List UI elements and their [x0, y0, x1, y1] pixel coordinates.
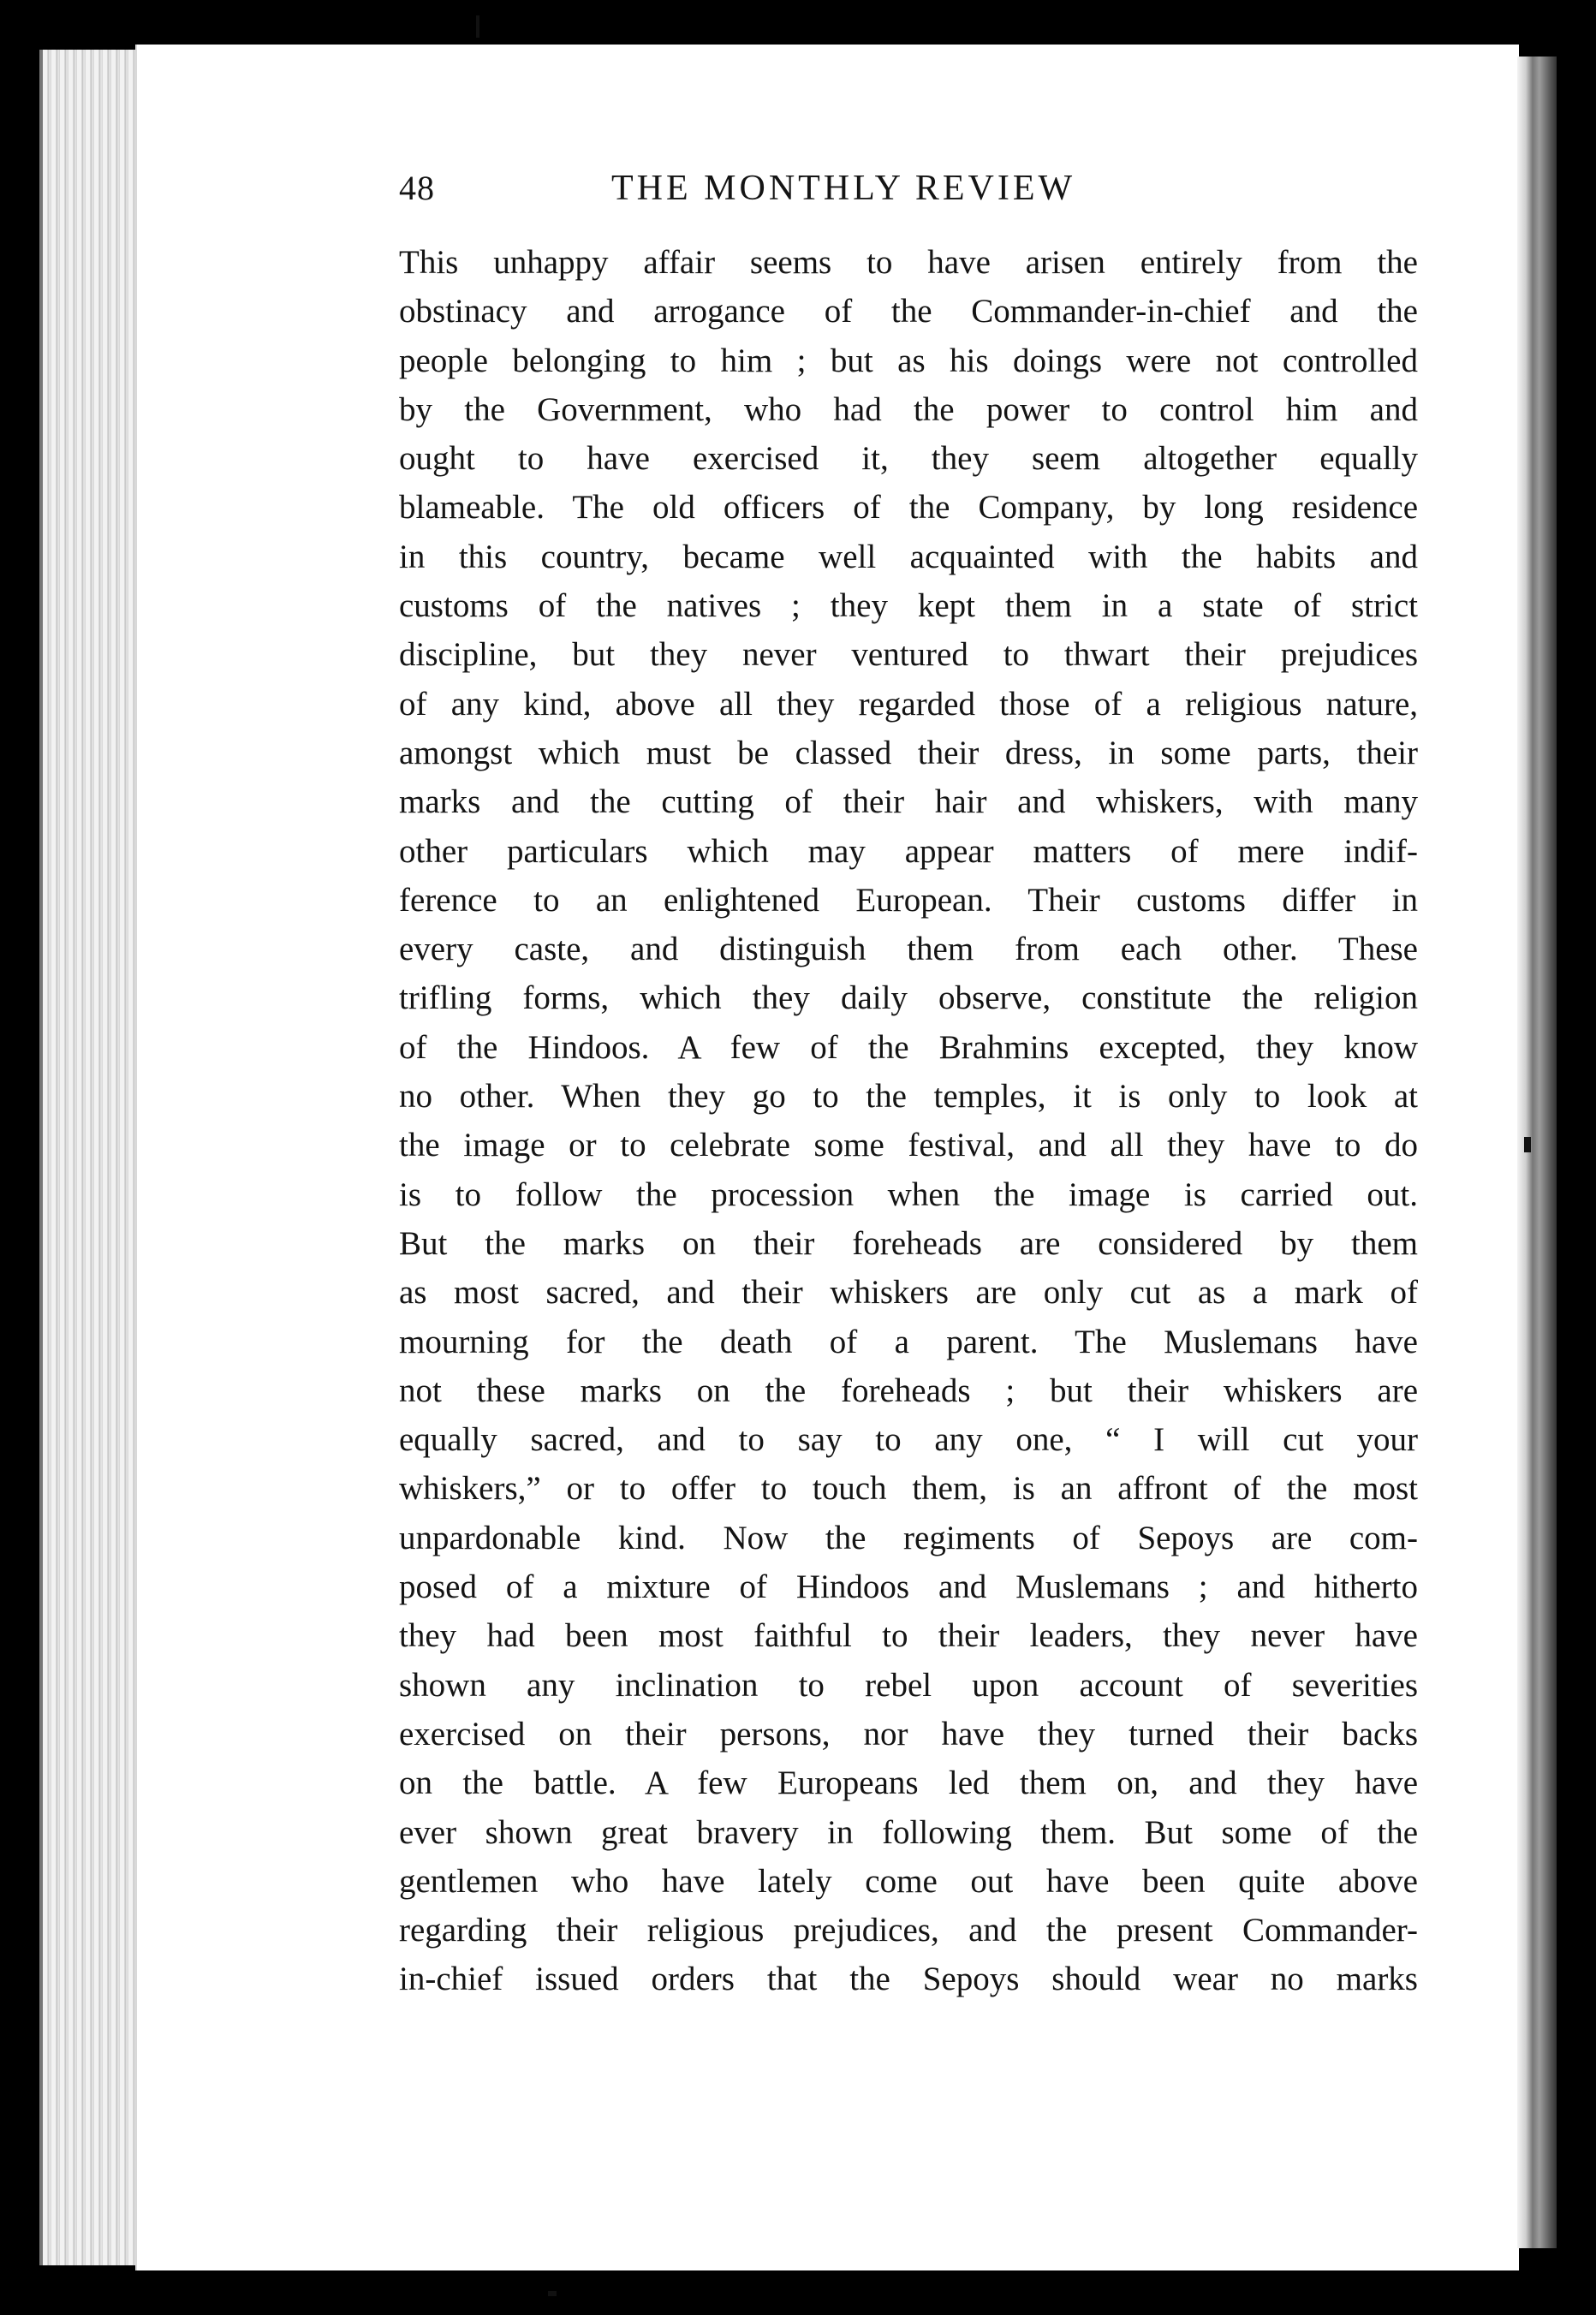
- scan-speck: [476, 15, 479, 38]
- text-line: in-chief issued orders that the Sepoys should wear no marks: [399, 1961, 1418, 1998]
- text-line: is to follow the procession when the image is carried out.: [399, 1175, 1418, 1213]
- text-line: amongst which must be classed their dress, in some parts, their: [399, 734, 1418, 771]
- text-line: no other. When they go to the temples, it is only to look at: [399, 1078, 1418, 1116]
- text-line: regarding their religious prejudices, and the present Commander-: [399, 1912, 1418, 1949]
- journal-title: THE MONTHLY REVIEW: [611, 169, 1076, 208]
- right-page-edges: [1517, 57, 1557, 2248]
- text-line: of the Hindoos. A few of the Brahmins excepted, they know: [399, 1028, 1418, 1066]
- text-line: mourning for the death of a parent. The Muslemans have: [399, 1323, 1418, 1360]
- text-line: ought to have exercised it, they seem altogether equally: [399, 440, 1418, 478]
- text-line: the image or to celebrate some festival, and all they have to do: [399, 1127, 1418, 1164]
- text-line: But the marks on their foreheads are considered by them: [399, 1224, 1418, 1262]
- text-line: customs of the natives ; they kept them in a state of strict: [399, 587, 1418, 625]
- text-line: unpardonable kind. Now the regiments of Sepoys are com-: [399, 1519, 1418, 1556]
- text-line: in this country, became well acquainted with the habits and: [399, 538, 1418, 575]
- text-line: obstinacy and arrogance of the Commander-in-chief and the: [399, 293, 1418, 330]
- text-line: other particulars which may appear matters of mere indif-: [399, 832, 1418, 870]
- text-line: exercised on their persons, nor have they turned their backs: [399, 1715, 1418, 1753]
- text-line: This unhappy affair seems to have arisen entirely from the: [399, 244, 1418, 281]
- text-line: they had been most faithful to their leaders, they never have: [399, 1617, 1418, 1655]
- text-line: blameable. The old officers of the Company, by long residence: [399, 489, 1418, 527]
- scan-speck: [1524, 1137, 1531, 1152]
- text-line: ference to an enlightened European. Their customs differ in: [399, 881, 1418, 919]
- text-line: shown any inclination to rebel upon account of severities: [399, 1666, 1418, 1704]
- left-page-edges: [39, 50, 146, 2265]
- text-line: not these marks on the foreheads ; but their whiskers are: [399, 1372, 1418, 1409]
- text-line: whiskers,” or to offer to touch them, is an affront of the most: [399, 1470, 1418, 1508]
- text-line: on the battle. A few Europeans led them on, and they have: [399, 1765, 1418, 1802]
- body-text: [399, 238, 1418, 2004]
- text-line: of any kind, above all they regarded those of a religious nature,: [399, 685, 1418, 723]
- text-line: discipline, but they never ventured to thwart their prejudices: [399, 636, 1418, 674]
- running-head: [399, 168, 1418, 219]
- page-number: 48: [399, 169, 435, 207]
- text-line: by the Government, who had the power to control him and: [399, 390, 1418, 428]
- text-line: trifling forms, which they daily observe, constitute the religion: [399, 979, 1418, 1017]
- text-line: equally sacred, and to say to any one, “ I will cut your: [399, 1421, 1418, 1459]
- text-line: every caste, and distinguish them from each other. These: [399, 931, 1418, 968]
- text-line: as most sacred, and their whiskers are only cut as a mark of: [399, 1274, 1418, 1312]
- scan-speck: [548, 2291, 557, 2296]
- text-line: marks and the cutting of their hair and whiskers, with many: [399, 783, 1418, 821]
- text-line: people belonging to him ; but as his doings were not controlled: [399, 342, 1418, 379]
- text-line: ever shown great bravery in following them. But some of the: [399, 1813, 1418, 1851]
- text-line: gentlemen who have lately come out have been quite above: [399, 1862, 1418, 1900]
- text-line: posed of a mixture of Hindoos and Muslemans ; and hitherto: [399, 1568, 1418, 1606]
